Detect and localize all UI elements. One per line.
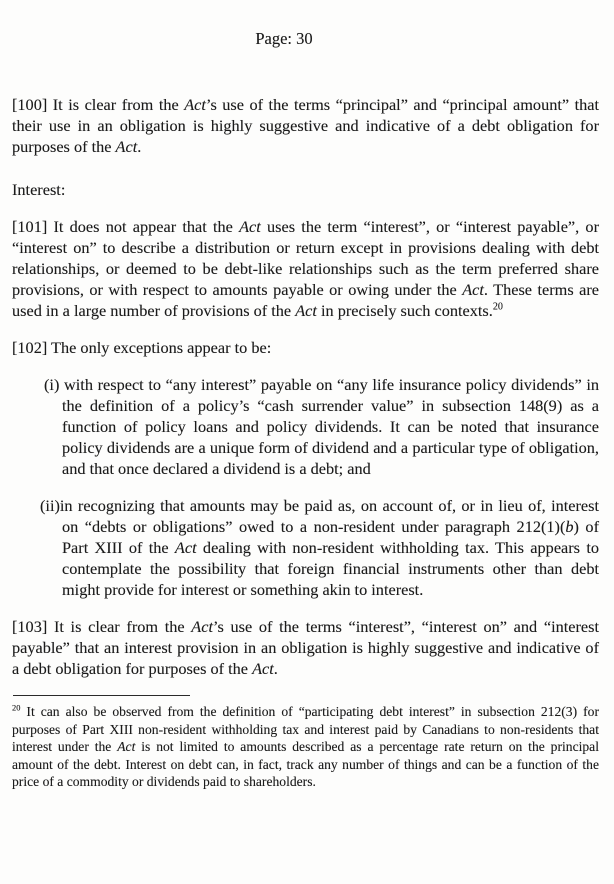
page-number-header: Page: 30 bbox=[255, 29, 313, 48]
list-item-ii: (ii)in recognizing that amounts may be paid as, on account of, or in lieu of, interest on “debts or obligations” owed to a non-resident under paragraph 212(1)(b) of Part XIII of the Act dealing with non-resident withholding tax. This appears to contemplate the possibility that foreign financial instruments other than debt might provide for interest or something akin to interest. bbox=[40, 496, 599, 599]
paragraph-103: [103] It is clear from the Act’s use of the terms “interest”, “interest on” and “interest payable” that an interest provision in an obligation is highly suggestive and indicative of a debt obligation for purposes of the Act. bbox=[12, 617, 599, 678]
footnote-20: $^{20}$ It can also be observed from the definition of “participating debt interest” in subsection 212(3) for purposes of Part XIII non-resident withholding tax and interest paid by Canadians to non-residents that interest under the Act is not limited to amounts described as a percentage rate return on the principal amount of the debt. Interest on debt can, in fact, track any number of things and can be a function of the price of a commodity or dividends paid to shareholders. bbox=[12, 702, 599, 789]
paragraph-101: [101] It does not appear that the Act uses the term “interest”, or “interest payable”, or “interest on” to describe a distribution or return except in provisions dealing with debt relationships, or deemed to be debt-like relationships such as the term preferred share provisions, or with respect to amounts payable or owing under the Act. These terms are used in a large number of provisions of the Act in precisely such contexts.$^{20}$ bbox=[12, 217, 599, 320]
list-item-i: (i) with respect to “any interest” payable on “any life insurance policy dividends” in the definition of a policy’s “cash surrender value” in subsection 148(9) as a function of policy loans and policy dividends. It can be noted that insurance policy dividends are a unique form of dividend and a particular type of obligation, and that once declared a dividend is a debt; and bbox=[44, 375, 599, 478]
footnote-separator bbox=[13, 695, 190, 696]
document-body bbox=[0, 94, 614, 791]
paragraph-102: [102] The only exceptions appear to be: bbox=[12, 338, 272, 357]
interest-heading: Interest: bbox=[12, 180, 66, 199]
paragraph-100: [100] It is clear from the Act’s use of the terms “principal” and “principal amount” that their use in an obligation is highly suggestive and indicative of a debt obligation for purposes of the Act. bbox=[12, 95, 600, 156]
